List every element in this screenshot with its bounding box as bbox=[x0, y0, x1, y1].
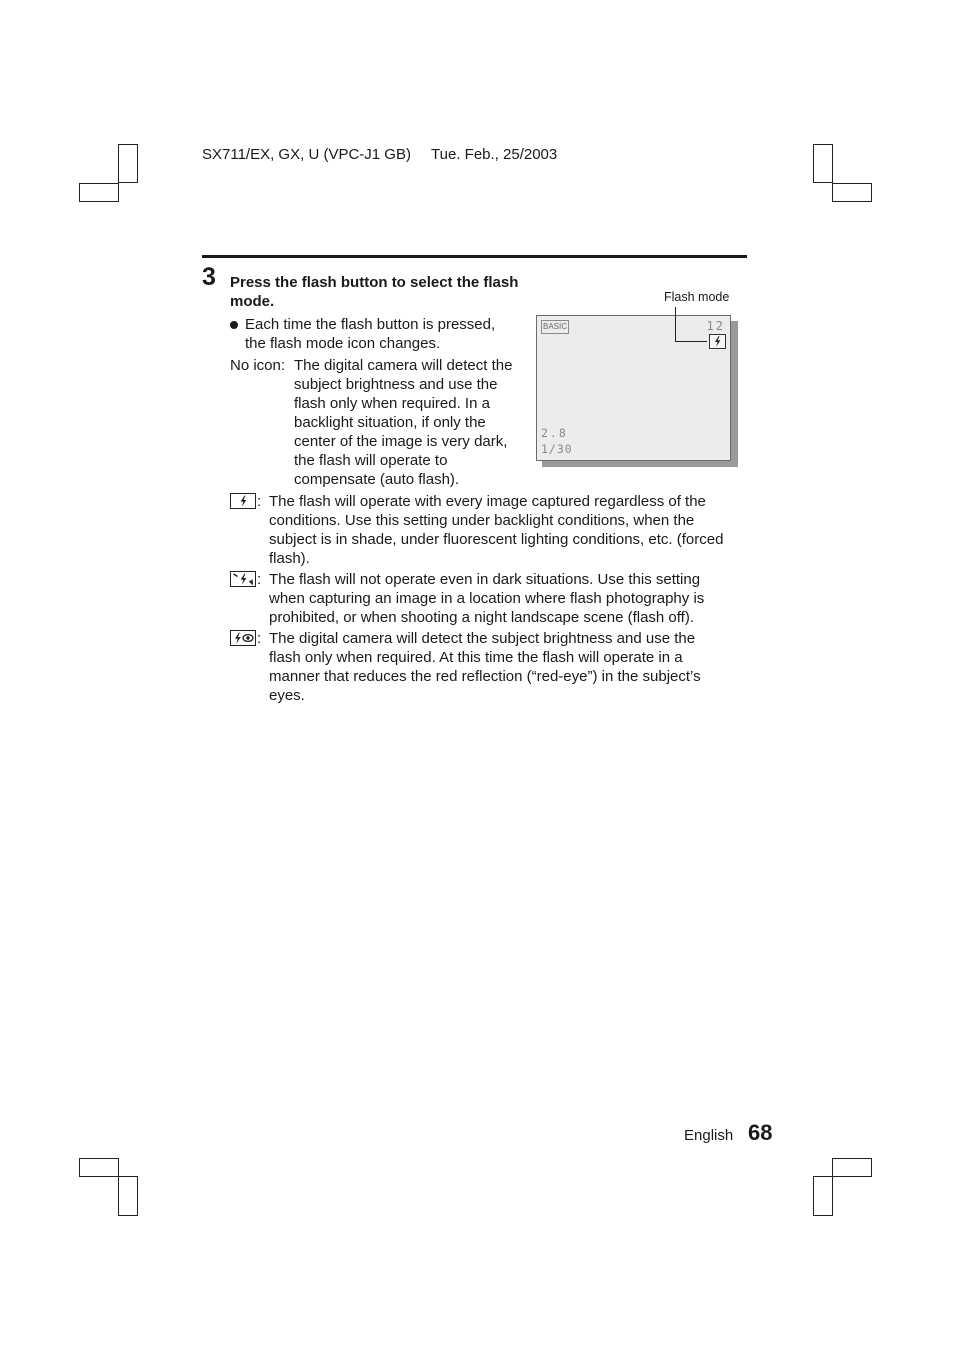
mode-colon: : bbox=[257, 493, 262, 510]
shutter-value: 1/30 bbox=[541, 442, 573, 456]
red-eye-reduction-icon bbox=[230, 630, 256, 646]
callout-line bbox=[675, 341, 707, 342]
header-model: SX711/EX, GX, U (VPC-J1 GB) bbox=[202, 146, 411, 163]
shots-remaining: 12 bbox=[706, 319, 725, 333]
bullet-item bbox=[230, 315, 520, 353]
mode-forced-flash bbox=[230, 492, 730, 568]
crop-mark-top-left-vertical bbox=[118, 144, 138, 183]
crop-mark-bottom-left-horizontal bbox=[79, 1158, 119, 1177]
crop-mark-top-right-horizontal bbox=[832, 183, 872, 202]
quality-badge: BASIC bbox=[541, 320, 569, 334]
crop-mark-bottom-right-vertical bbox=[813, 1176, 833, 1216]
step-title: Press the flash button to select the flash mode. bbox=[230, 274, 519, 310]
crop-mark-bottom-right-horizontal bbox=[832, 1158, 872, 1177]
page-number: 68 bbox=[748, 1120, 773, 1145]
crop-mark-top-left-horizontal bbox=[79, 183, 119, 202]
mode-colon: : bbox=[257, 571, 262, 588]
flash-icon bbox=[709, 334, 726, 349]
bullet-text: Each time the flash button is pressed, the flash mode icon changes. bbox=[245, 316, 496, 352]
callout-line bbox=[675, 307, 676, 341]
mode-description: The flash will operate with every image captured regardless of the conditions. Use this setting under backlight conditions, when the subject is in shade, under fluorescent lighting conditions, etc. (forced flash). bbox=[269, 493, 724, 567]
forced-flash-icon bbox=[230, 493, 256, 509]
step-number: 3 bbox=[202, 263, 216, 291]
mode-red-eye-reduction bbox=[230, 629, 730, 705]
header-date: Tue. Feb., 25/2003 bbox=[431, 146, 558, 163]
mode-description: The digital camera will detect the subject brightness and use the flash only when required. At this time the flash will operate in a manner that reduces the red reflection (“red-eye”) in the subject’s eyes. bbox=[269, 630, 701, 704]
mode-colon: : bbox=[257, 630, 262, 647]
callout-label: Flash mode bbox=[664, 290, 730, 304]
aperture-value: 2.8 bbox=[541, 426, 568, 440]
section-rule bbox=[202, 255, 747, 258]
no-icon-label: No icon: bbox=[230, 357, 286, 374]
footer-language: English bbox=[684, 1127, 734, 1144]
crop-mark-bottom-left-vertical bbox=[118, 1176, 138, 1216]
crop-mark-top-right-vertical bbox=[813, 144, 833, 183]
flash-off-icon bbox=[230, 571, 256, 587]
no-icon-description: The digital camera will detect the subject brightness and use the flash only when required. In a backlight situation, if only the center of the image is very dark, the flash will operate to compensate (auto flash). bbox=[294, 357, 513, 488]
page-header bbox=[202, 146, 557, 163]
mode-description: The flash will not operate even in dark situations. Use this setting when capturing an image in a location where flash photography is prohibited, or when shooting a night landscape scene (flash off). bbox=[269, 571, 705, 626]
camera-screen bbox=[536, 315, 731, 461]
bullet-icon bbox=[230, 321, 238, 329]
mode-flash-off bbox=[230, 570, 730, 627]
